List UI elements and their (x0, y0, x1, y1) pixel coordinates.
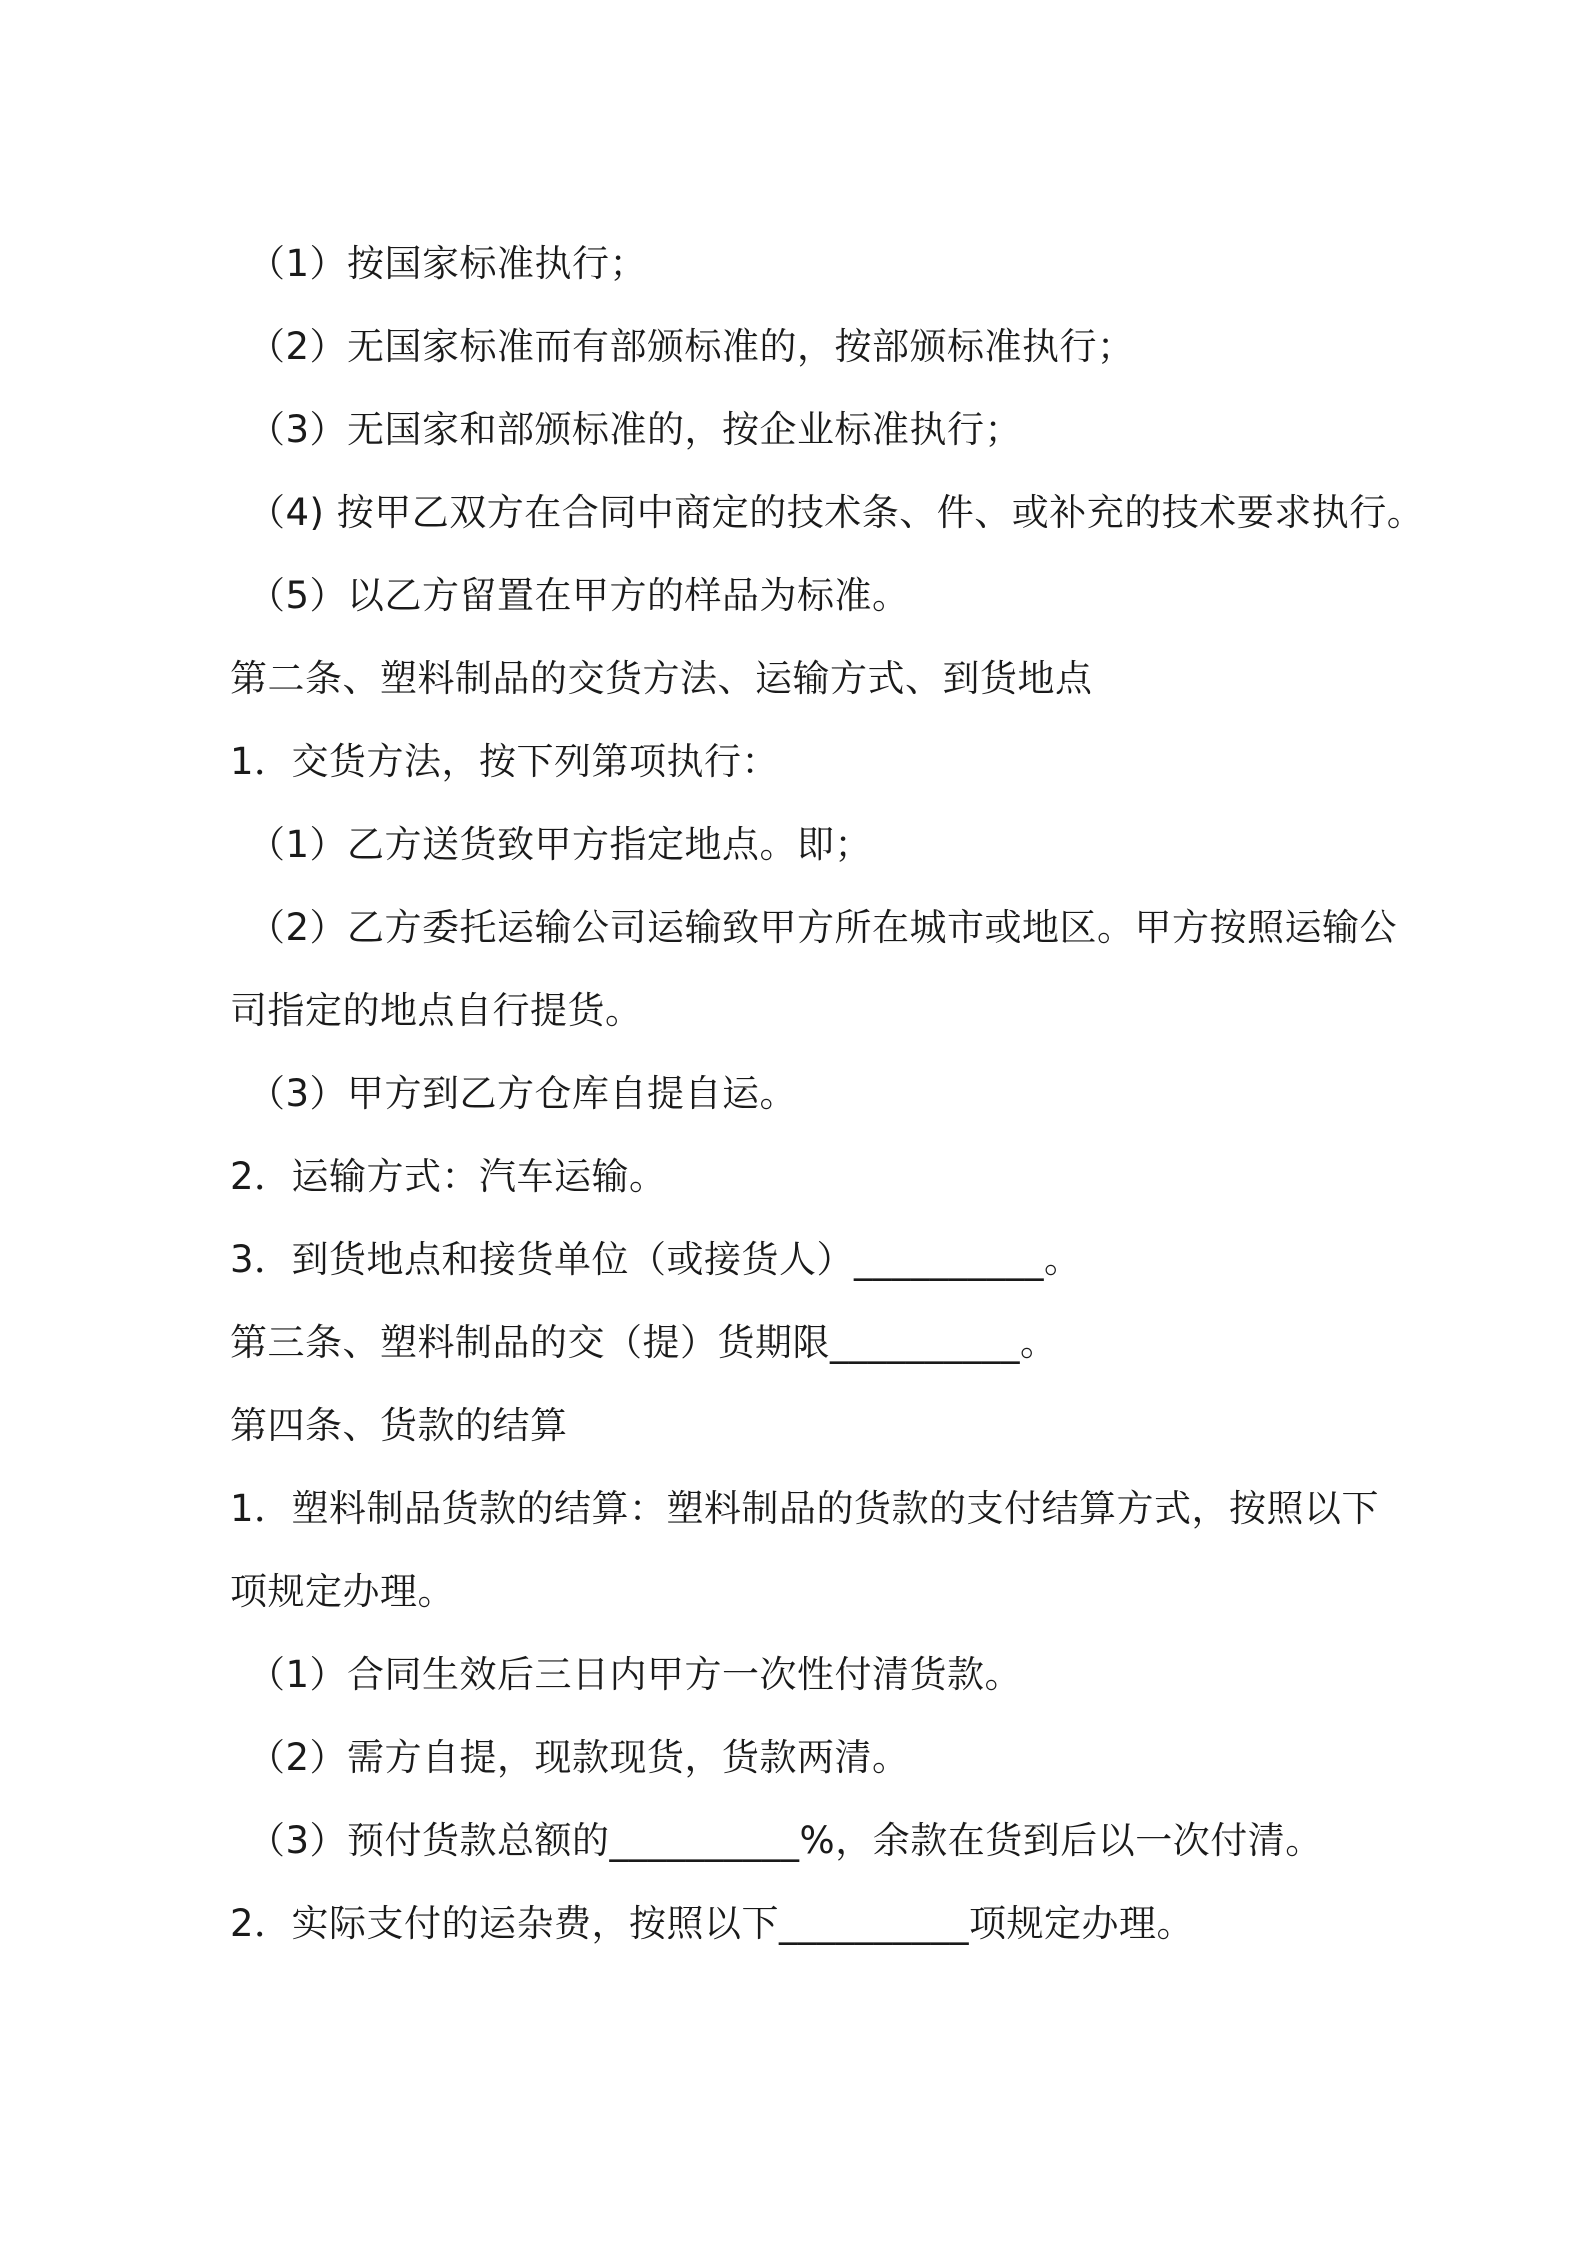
article-heading: 第三条、塑料制品的交（提）货期限__________。 (230, 1321, 1058, 1364)
clause-line: （3）无国家和部颁标准的，按企业标准执行； (248, 408, 1023, 451)
clause-line: 2．运输方式：汽车运输。 (230, 1155, 667, 1198)
article-heading: 第二条、塑料制品的交货方法、运输方式、到货地点 (230, 657, 1093, 700)
article-heading: 第四条、货款的结算 (230, 1404, 568, 1447)
clause-line: （1）按国家标准执行； (248, 242, 648, 285)
clause-line: （1）合同生效后三日内甲方一次性付清货款。 (248, 1653, 1023, 1696)
clause-line: 司指定的地点自行提货。 (230, 989, 643, 1032)
clause-line: 1．交货方法，按下列第项执行： (230, 740, 780, 783)
clause-line: （3）预付货款总额的__________%，余款在货到后以一次付清。 (248, 1819, 1323, 1862)
clause-line: （3）甲方到乙方仓库自提自运。 (248, 1072, 798, 1115)
clause-line: 项规定办理。 (230, 1570, 455, 1613)
clause-line: （2）需方自提，现款现货，货款两清。 (248, 1736, 910, 1779)
clause-line: （2）无国家标准而有部颁标准的，按部颁标准执行； (248, 325, 1135, 368)
clause-line: （4) 按甲乙双方在合同中商定的技术条、件、或补充的技术要求执行。 (248, 491, 1425, 534)
clause-line: 3．到货地点和接货单位（或接货人）__________。 (230, 1238, 1082, 1281)
clause-line: 1．塑料制品货款的结算：塑料制品的货款的支付结算方式，按照以下 (230, 1487, 1380, 1530)
clause-line: （5）以乙方留置在甲方的样品为标准。 (248, 574, 910, 617)
clause-line: （1）乙方送货致甲方指定地点。即； (248, 823, 873, 866)
clause-line: （2）乙方委托运输公司运输致甲方所在城市或地区。甲方按照运输公 (248, 906, 1398, 949)
clause-line: 2．实际支付的运杂费，按照以下__________项规定办理。 (230, 1902, 1195, 1945)
